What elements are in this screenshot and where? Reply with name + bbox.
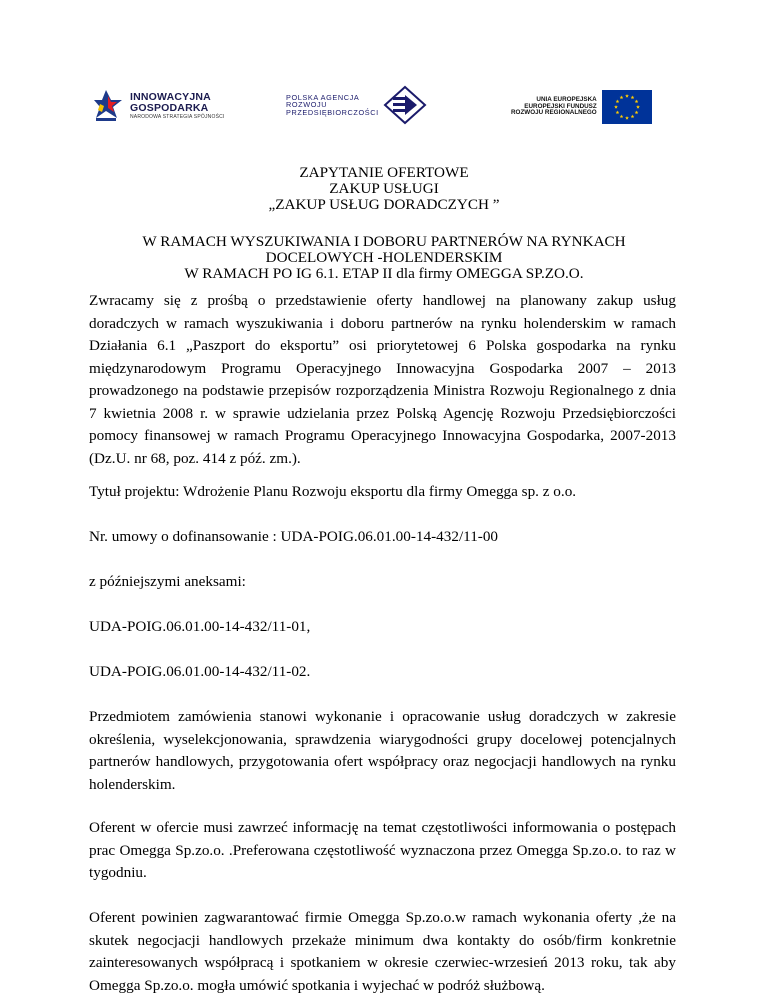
logo-bar: [0, 85, 768, 135]
order-subject-paragraph: Przedmiotem zamówienia stanowi wykonanie i opracowanie usług doradczych w zakresie określenia, wyselekcjonowania, sprawdzenia wiarygodności grupy docelowej potencjalnych partnerów handlowych, przygotowania ofert współpracy oraz negocjacji handlowych na rynku holenderskim.: [89, 708, 676, 793]
title-line-1: ZAPYTANIE OFERTOWE: [299, 164, 469, 181]
eu-logo: [511, 90, 652, 124]
guarantee-paragraph: Oferent powinien zagwarantować firmie Omegga Sp.zo.o.w ramach wykonania oferty ,że na skutek negocjacji handlowych przekaże minimum dwa kontakty do osób/firm konkretnie zainteresowanych współpracą i spotkaniem w okresie czerwiec-wrzesień 2013 roku, tak aby Omegga Sp.zo.o. mogła umówić spotkania i wyjechać w podróż służbową.: [89, 909, 676, 994]
annex-2: UDA-POIG.06.01.00-14-432/11-02.: [89, 663, 311, 680]
title-line-2: ZAKUP USŁUGI: [329, 180, 439, 197]
document-subtitle: [60, 234, 708, 282]
ue-line-1: UNIA EUROPEJSKA: [536, 95, 597, 103]
parp-line-2: ROZWOJU: [286, 100, 328, 110]
innowacyjna-gospodarka-emblem-icon: [94, 88, 124, 124]
annexes-label: z późniejszymi aneksami:: [89, 573, 246, 590]
parp-logo: [286, 85, 427, 125]
subtitle-line-1: W RAMACH WYSZUKIWANIA I DOBORU PARTNERÓW NA RYNKACH: [142, 233, 626, 250]
parp-emblem-icon: [383, 85, 427, 125]
annex-1: UDA-POIG.06.01.00-14-432/11-01,: [89, 618, 311, 635]
ue-line-2: EUROPEJSKI FUNDUSZ: [524, 102, 597, 110]
intro-paragraph: Zwracamy się z prośbą o przedstawienie oferty handlowej na planowany zakup usług doradczych w ramach wyszukiwania i doboru partnerów na rynku holenderskim w ramach Działania 6.1 „Paszport do eksportu” osi priorytetowej 6 Polska gospodarka na rynku międzynarodowym Programu Operacyjnego Innowacyjna Gospodarka 2007 – 2013 prowadzonego na podstawie przepisów rozporządzenia Ministra Rozwoju Regionalnego z dnia 7 kwietnia 2008 r. w sprawie udzielania przez Polską Agencję Rozwoju Przedsiębiorczości pomocy finansowej w ramach Programu Operacyjnego Innowacyjna Gospodarka, 2007-2013 (Dz.U. nr 68, poz. 414 z póź. zm.).: [89, 292, 676, 467]
ig-line-2: GOSPODARKA: [130, 101, 209, 114]
document-title: [60, 165, 708, 213]
title-line-3: „ZAKUP USŁUG DORADCZYCH ”: [268, 196, 500, 213]
innowacyjna-gospodarka-logo: [94, 88, 225, 124]
subtitle-line-2: DOCELOWYCH -HOLENDERSKIM: [265, 249, 503, 266]
ig-line-3: NARODOWA STRATEGIA SPÓJNOŚCI: [130, 114, 225, 120]
parp-line-1: POLSKA AGENCJA: [286, 92, 360, 102]
reporting-frequency-paragraph: Oferent w ofercie musi zawrzeć informację na temat częstotliwości informowania o postępach prac Omegga Sp.zo.o. .Preferowana częstotliwość wyznaczona przez Omegga Sp.zo.o. to raz w tygodniu.: [89, 819, 676, 881]
ig-line-1: INNOWACYJNA: [130, 91, 211, 103]
contract-number-paragraph: Nr. umowy o dofinansowanie : UDA-POIG.06.01.00-14-432/11-00: [89, 528, 499, 545]
eu-flag-icon: [602, 90, 652, 124]
parp-line-3: PRZEDSIĘBIORCZOŚCI: [286, 107, 379, 117]
subtitle-line-3: W RAMACH PO IG 6.1. ETAP II dla firmy OMEGGA SP.ZO.O.: [184, 265, 584, 282]
ue-line-3: ROZWOJU REGIONALNEGO: [511, 109, 597, 117]
project-title-paragraph: Tytuł projektu: Wdrożenie Planu Rozwoju eksportu dla firmy Omegga sp. z o.o.: [89, 483, 577, 500]
